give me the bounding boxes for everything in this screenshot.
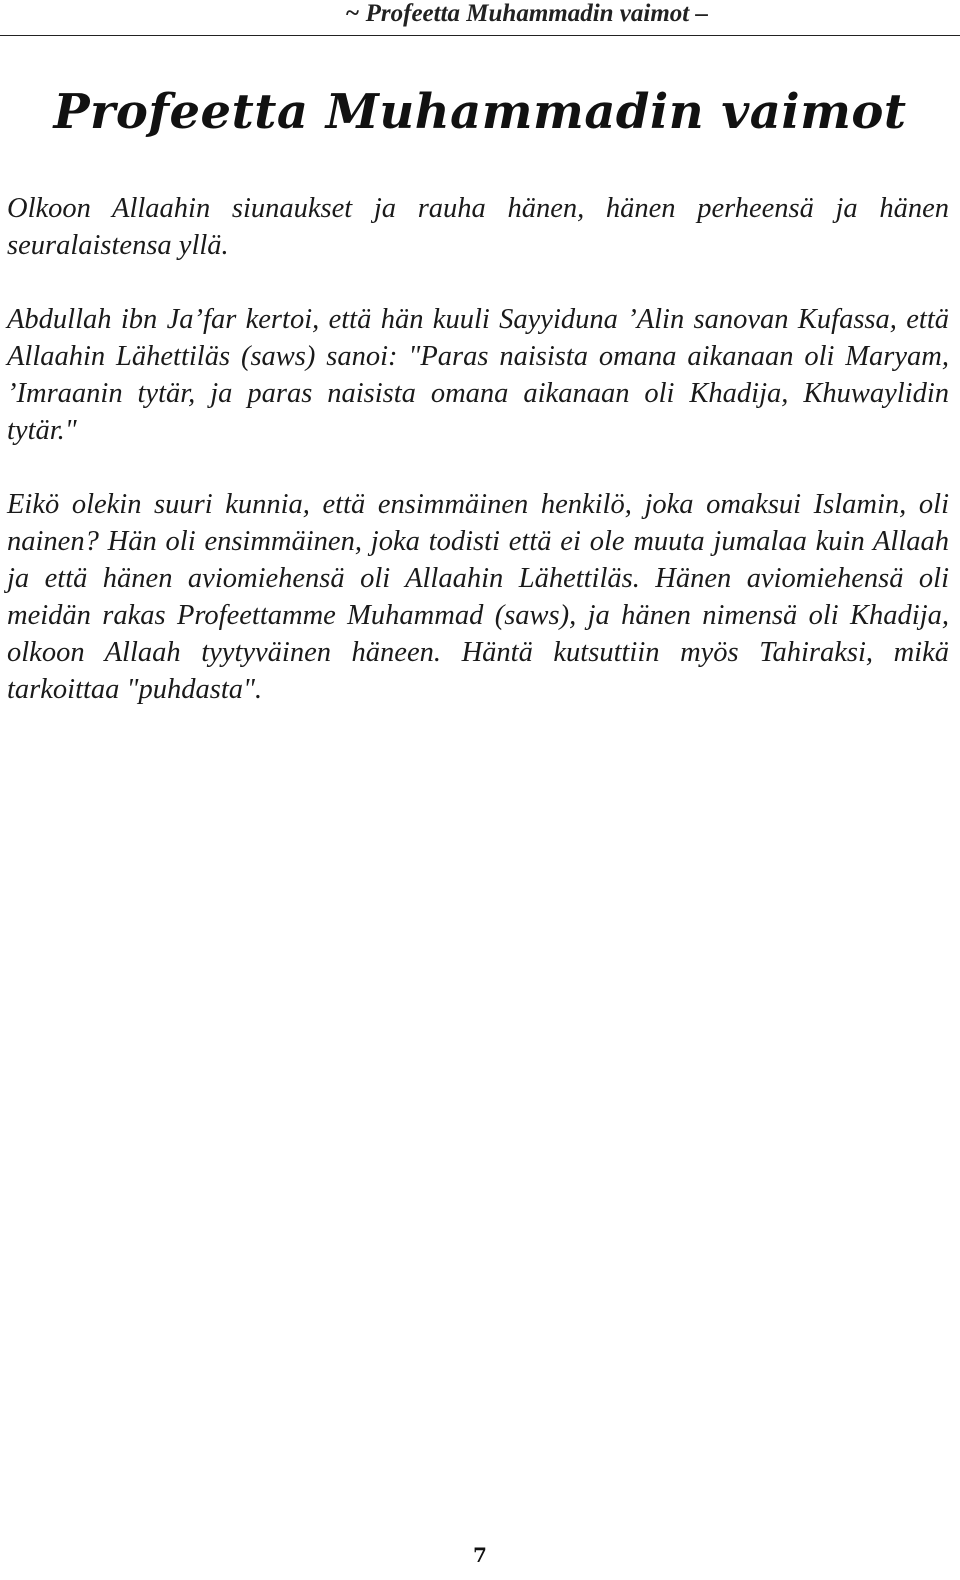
body-text [7, 190, 949, 745]
paragraph-khadija: Eikö olekin suuri kunnia, että ensimmäinen henkilö, joka omaksui Islamin, oli nainen? Hän oli ensimmäinen, joka todisti että ei ole muuta jumalaa kuin Allaah ja että hänen aviomiehensä oli Allaahin Lähettiläs. Hänen aviomiehensä oli meidän rakas Profeettamme Muhammad (saws), ja hänen nimensä oli Khadija, olkoon Allaah tyytyväinen häneen. Häntä kutsuttiin myös Tahiraksi, mikä tarkoittaa "puhdasta". [7, 489, 949, 705]
running-header-title: ~ Profeetta Muhammadin vaimot – [345, 0, 708, 27]
paragraph-greeting: Olkoon Allaahin siunaukset ja rauha hänen, hänen perheensä ja hänen seuralaistensa yllä. [7, 193, 949, 261]
page-number: 7 [473, 1543, 487, 1567]
page-title: Profeetta Muhammadin vaimot [53, 84, 907, 140]
running-header [0, 0, 960, 36]
paragraph-hadith: Abdullah ibn Ja’far kertoi, että hän kuuli Sayyiduna ’Alin sanovan Kufassa, että Allaahin Lähettiläs (saws) sanoi: "Paras naisista omana aikanaan oli Maryam, ’Imraanin tytär, ja paras naisista omana aikanaan oli Khadija, Khuwaylidin tytär." [7, 304, 949, 446]
